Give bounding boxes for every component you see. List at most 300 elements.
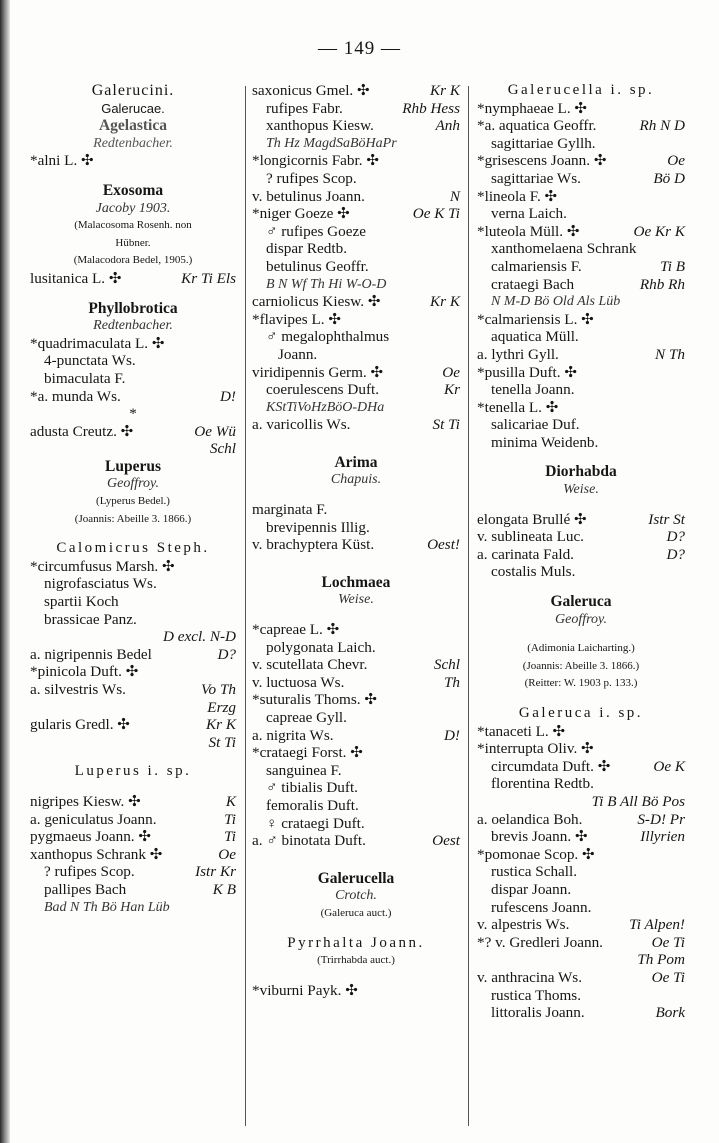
entry-line: [252, 416, 460, 434]
entry-region: Istr St: [648, 510, 685, 528]
entry-text: *? v. Gredleri Joann.: [477, 933, 603, 951]
entry-text: a. oelandica Boh.: [477, 810, 583, 828]
entry-line: [477, 951, 685, 969]
entry-text: circumdata Duft. ✣: [491, 757, 611, 775]
entry-text: xanthopus Kiesw.: [266, 117, 374, 135]
entry-line: [252, 188, 460, 206]
entry-text: Redtenbacher.: [93, 318, 173, 334]
entry-line: [252, 135, 460, 153]
entry-text: Erzg: [207, 698, 236, 716]
entry-line: [477, 240, 685, 258]
column-right: [477, 82, 685, 1022]
spacer: [477, 693, 685, 705]
entry-text: spartii Koch: [44, 593, 119, 611]
entry-region: Th: [443, 673, 460, 691]
entry-text: v. scutellata Chevr.: [252, 656, 368, 674]
entry-text: rustica Thoms.: [491, 986, 581, 1004]
entry-line: [252, 311, 460, 329]
entry-line: [30, 370, 236, 388]
entry-text: 4-punctata Ws.: [44, 352, 136, 370]
entry-region: Oe Ti: [651, 933, 685, 951]
entry-line: [30, 100, 236, 118]
spacer: [477, 451, 685, 463]
entry-line: [30, 511, 236, 529]
entry-text: v. betulinus Joann.: [252, 187, 365, 205]
entry-text: a. nigripennis Bedel: [30, 645, 152, 663]
entry-text: *capreae L. ✣: [252, 621, 340, 639]
column-rule-right: [468, 86, 469, 1126]
entry-text: rufescens Joann.: [491, 898, 592, 916]
entry-text: costalis Muls.: [491, 563, 576, 581]
entry-text: *crataegi Forst. ✣: [252, 744, 363, 762]
entry-line: [30, 863, 236, 881]
entry-region: Rhb Hess: [402, 99, 460, 117]
entry-line: [252, 328, 460, 346]
entry-line: [477, 987, 685, 1005]
spacer: [477, 581, 685, 593]
entry-line: [252, 982, 460, 1000]
entry-region: Oe: [218, 845, 236, 863]
entry-line: [477, 723, 685, 741]
entry-text: nigrofasciatus Ws.: [44, 575, 157, 593]
entry-line: [477, 658, 685, 676]
entry-line: [30, 663, 236, 681]
entry-line: [30, 881, 236, 899]
spacer: [252, 970, 460, 982]
entry-text: sagittariae Ws.: [491, 169, 581, 187]
entry-text: adusta Creutz. ✣: [30, 422, 134, 440]
entry-text: Th Pom: [637, 951, 685, 969]
entry-text: saxonicus Gmel. ✣: [252, 82, 370, 99]
entry-line: [477, 434, 685, 452]
entry-line: [477, 775, 685, 793]
entry-text: a. silvestris Ws.: [30, 681, 126, 698]
entry-text: *luteola Müll. ✣: [477, 222, 580, 240]
page-number: — 149 —: [318, 38, 401, 59]
entry-line: [30, 540, 236, 558]
column-middle: [252, 82, 460, 999]
entry-line: [30, 200, 236, 218]
entry-line: [30, 681, 236, 699]
entry-text: D excl. N-D: [163, 628, 236, 646]
entry-text: *flavipes L. ✣: [252, 310, 342, 328]
entry-line: [477, 1004, 685, 1022]
entry-text: Weise.: [338, 592, 374, 608]
entry-line: [477, 511, 685, 529]
entry-line: [30, 182, 236, 200]
entry-line: [30, 593, 236, 611]
entry-text: nigripes Kiesw. ✣: [30, 792, 141, 810]
entry-text: *pusilla Duft. ✣: [477, 363, 578, 381]
entry-text: a. ♂ binotata Duft.: [252, 832, 366, 850]
entry-line: [252, 258, 460, 276]
entry-text: Calomicrus Steph.: [56, 540, 210, 557]
entry-line: [30, 423, 236, 441]
spacer: [252, 554, 460, 574]
entry-text: Galerucae.: [101, 100, 165, 116]
entry-line: [30, 388, 236, 406]
entry-line: [252, 674, 460, 692]
entry-text: Diorhabda: [545, 463, 617, 481]
entry-line: [477, 969, 685, 987]
entry-region: Rh N D: [639, 117, 685, 135]
entry-line: [252, 501, 460, 519]
entry-line: [252, 223, 460, 241]
entry-text: florentina Redtb.: [491, 775, 594, 793]
entry-line: [252, 170, 460, 188]
entry-region: Oe: [667, 152, 685, 170]
entry-text: *alni L. ✣: [30, 152, 94, 170]
entry-text: marginata F.: [252, 501, 328, 519]
entry-text: ? rufipes Scop.: [266, 169, 357, 187]
entry-text: *suturalis Thoms. ✣: [252, 691, 378, 709]
entry-line: [477, 381, 685, 399]
entry-line: [477, 416, 685, 434]
entry-region: D?: [217, 645, 236, 663]
entry-region: K B: [212, 880, 236, 898]
entry-line: [30, 793, 236, 811]
entry-text: Pyrrhalta Joann.: [287, 934, 425, 951]
entry-text: sanguinea F.: [266, 761, 342, 779]
entry-line: [252, 691, 460, 709]
entry-line: [30, 252, 236, 270]
entry-text: xanthopus Schrank ✣: [30, 845, 163, 863]
entry-line: [30, 611, 236, 629]
entry-text: *nymphaeae L. ✣: [477, 99, 588, 117]
entry-text: Ti B All Bö Pos: [591, 792, 685, 810]
entry-text: lusitanica L. ✣: [30, 269, 122, 287]
entry-line: [477, 311, 685, 329]
entry-text: St Ti: [208, 733, 236, 751]
entry-line: [30, 628, 236, 646]
spacer: [30, 751, 236, 763]
entry-line: [252, 293, 460, 311]
entry-line: [252, 779, 460, 797]
entry-text: B N Wf Th Hi W-O-D: [266, 276, 387, 292]
entry-text: ♂ tibialis Duft.: [266, 779, 358, 797]
entry-line: [30, 335, 236, 353]
entry-region: Oe K Ti: [412, 205, 460, 223]
entry-line: [30, 352, 236, 370]
entry-text: Arima: [334, 453, 378, 471]
entry-line: [252, 117, 460, 135]
entry-text: ♂ megalophthalmus: [266, 328, 390, 346]
entry-line: [477, 546, 685, 564]
entry-line: [477, 863, 685, 881]
entry-line: [252, 621, 460, 639]
spacer: [30, 781, 236, 793]
entry-text: viridipennis Germ. ✣: [252, 363, 384, 381]
entry-line: [252, 870, 460, 888]
entry-text: dispar Redtb.: [266, 240, 347, 258]
entry-line: [252, 276, 460, 294]
entry-text: a. varicollis Ws.: [252, 416, 351, 434]
entry-line: [30, 235, 236, 253]
entry-line: [30, 646, 236, 664]
entry-text: calmariensis F.: [491, 257, 582, 275]
entry-line: [252, 744, 460, 762]
spacer: [477, 499, 685, 511]
entry-text: (Joannis: Abeille 3. 1866.): [74, 512, 192, 525]
entry-line: [252, 574, 460, 592]
entry-line: [477, 188, 685, 206]
entry-line: [252, 240, 460, 258]
entry-region: Kr K: [206, 716, 236, 734]
entry-text: bimaculata F.: [44, 369, 126, 387]
entry-line: [252, 887, 460, 905]
entry-text: N M-D Bö Old Als Lüb: [491, 294, 621, 310]
entry-text: Joann.: [278, 345, 318, 363]
entry-text: capreae Gyll.: [266, 709, 347, 726]
entry-line: [252, 639, 460, 657]
entry-line: [252, 656, 460, 674]
entry-region: N Th: [655, 345, 685, 363]
entry-text: (Trirrhabda auct.): [317, 954, 395, 967]
spacer: [30, 528, 236, 540]
scan-edge-shadow: [0, 0, 10, 1143]
entry-text: *longicornis Fabr. ✣: [252, 152, 380, 170]
entry-text: (Malacosoma Rosenh. non: [74, 219, 192, 232]
entry-text: *grisescens Joann. ✣: [477, 152, 607, 170]
entry-text: pygmaeus Joann. ✣: [30, 828, 152, 846]
entry-text: pallipes Bach: [44, 880, 127, 898]
entry-line: [477, 675, 685, 693]
entry-text: xanthomelaena Schrank: [491, 240, 637, 258]
entry-line: [30, 270, 236, 288]
entry-line: [477, 563, 685, 581]
entry-line: [477, 399, 685, 417]
entry-line: [30, 575, 236, 593]
entry-text: *tenella L. ✣: [477, 398, 559, 416]
entry-text: rufipes Fabr.: [266, 99, 343, 117]
entry-region: Ti: [224, 810, 236, 828]
entry-text: ♂ rufipes Goeze: [266, 222, 366, 240]
entry-line: [30, 763, 236, 781]
entry-region: Bork: [655, 1004, 685, 1022]
entry-line: [252, 709, 460, 727]
entry-text: Luperus i. sp.: [74, 763, 192, 780]
entry-line: [30, 300, 236, 318]
entry-text: coerulescens Duft.: [266, 381, 380, 399]
entry-text: sagittariae Gyllh.: [491, 134, 596, 152]
entry-text: verna Laich.: [491, 205, 567, 223]
entry-text: Chapuis.: [330, 472, 382, 488]
entry-text: Hübner.: [115, 236, 151, 249]
entry-line: [477, 276, 685, 294]
entry-line: [252, 346, 460, 364]
entry-line: [477, 528, 685, 546]
entry-line: [252, 82, 460, 100]
entry-region: Oe Ti: [651, 968, 685, 986]
entry-region: D!: [219, 387, 236, 405]
entry-line: [477, 846, 685, 864]
entry-text: *circumfusus Marsh. ✣: [30, 557, 175, 575]
entry-line: [477, 593, 685, 611]
entry-text: brevipennis Illig.: [266, 518, 370, 536]
entry-text: a. geniculatus Joann.: [30, 810, 157, 828]
entry-text: *lineola F. ✣: [477, 187, 558, 205]
entry-line: [252, 905, 460, 923]
entry-line: [252, 727, 460, 745]
spacer: [252, 609, 460, 621]
entry-line: [477, 223, 685, 241]
entry-text: littoralis Joann.: [491, 1004, 585, 1022]
entry-line: [30, 716, 236, 734]
entry-region: Kr K: [430, 293, 460, 311]
entry-line: [477, 611, 685, 629]
entry-line: [30, 699, 236, 717]
entry-line: [252, 762, 460, 780]
entry-region: Oest: [432, 832, 460, 850]
entry-text: elongata Brullé ✣: [477, 510, 587, 528]
entry-line: [252, 519, 460, 537]
entry-line: [252, 205, 460, 223]
entry-line: [477, 934, 685, 952]
spacer: [252, 850, 460, 870]
entry-line: [252, 591, 460, 609]
entry-text: Weise.: [563, 482, 599, 498]
entry-text: *niger Goeze ✣: [252, 205, 350, 223]
entry-region: Ti B: [660, 257, 685, 275]
entry-text: brevis Joann. ✣: [491, 828, 588, 846]
entry-region: Vo Th: [200, 681, 236, 698]
entry-line: [30, 899, 236, 917]
entry-text: a. nigrita Ws.: [252, 726, 334, 744]
column-left: [30, 82, 236, 916]
entry-line: [477, 100, 685, 118]
entry-line: [477, 364, 685, 382]
entry-line: [30, 405, 236, 423]
entry-region: Oe Wü: [194, 422, 236, 440]
entry-region: Kr: [443, 381, 460, 399]
entry-text: Bad N Th Bö Han Lüb: [44, 899, 170, 915]
entry-text: v. anthracina Ws.: [477, 968, 583, 986]
entry-text: *a. aquatica Geoffr.: [477, 117, 597, 135]
entry-line: [30, 811, 236, 829]
entry-text: crataegi Bach: [491, 275, 575, 293]
entry-line: [30, 152, 236, 170]
entry-region: Ti Alpen!: [629, 916, 685, 934]
entry-text: v. sublineata Luc.: [477, 528, 584, 546]
entry-line: [477, 346, 685, 364]
entry-region: Ti: [224, 828, 236, 846]
entry-line: [252, 815, 460, 833]
entry-line: [30, 493, 236, 511]
entry-text: Galerucella: [317, 869, 395, 887]
entry-region: Istr Kr: [195, 863, 236, 881]
entry-text: dispar Joann.: [491, 880, 572, 898]
entry-region: Oe K: [653, 757, 685, 775]
entry-text: (Lyperus Bedel.): [96, 495, 170, 508]
entry-text: *viburni Payk. ✣: [252, 981, 358, 999]
entry-text: v. luctuosa Ws.: [252, 673, 345, 691]
entry-line: [30, 317, 236, 335]
entry-line: [477, 705, 685, 723]
entry-text: polygonata Laich.: [266, 638, 376, 656]
entry-line: [252, 471, 460, 489]
entry-text: femoralis Duft.: [266, 796, 359, 814]
entry-text: a. lythri Gyll.: [477, 345, 559, 363]
entry-region: Kr Ti Els: [181, 269, 236, 287]
spacer: [252, 434, 460, 454]
entry-line: [30, 558, 236, 576]
entry-text: Jacoby 1903.: [95, 200, 171, 216]
entry-text: (Reitter: W. 1903 p. 133.): [524, 677, 638, 690]
entry-region: Bö D: [653, 169, 685, 187]
entry-text: Galeruca: [550, 593, 612, 611]
entry-text: brassicae Panz.: [44, 610, 137, 628]
spacer: [252, 489, 460, 501]
spacer: [30, 170, 236, 182]
entry-line: [477, 811, 685, 829]
entry-region: D?: [666, 545, 685, 563]
entry-text: Crotch.: [335, 888, 377, 904]
entry-region: St Ti: [432, 416, 460, 434]
entry-line: [252, 152, 460, 170]
column-rule-left: [245, 86, 246, 1126]
entry-text: ♀ crataegi Duft.: [266, 814, 365, 832]
entry-line: [30, 440, 236, 458]
entry-line: [477, 640, 685, 658]
entry-text: tenella Joann.: [491, 381, 575, 399]
spacer: [30, 288, 236, 300]
entry-text: *tanaceti L. ✣: [477, 722, 566, 740]
entry-text: Galeruca i. sp.: [518, 705, 644, 721]
entry-line: [30, 734, 236, 752]
entry-line: [477, 152, 685, 170]
entry-line: [477, 170, 685, 188]
entry-text: betulinus Geoffr.: [266, 257, 369, 275]
entry-line: [30, 135, 236, 153]
entry-text: Th Hz MagdSaBöHaPr: [266, 135, 397, 151]
entry-text: a. carinata Fald.: [477, 545, 574, 563]
entry-text: *pinicola Duft. ✣: [30, 663, 139, 681]
entry-line: [477, 828, 685, 846]
entry-region: D!: [443, 726, 460, 744]
entry-text: ? rufipes Scop.: [44, 863, 135, 881]
entry-text: *calmariensis L. ✣: [477, 310, 594, 328]
entry-text: KStTiVoHzBöO-DHa: [266, 399, 385, 415]
entry-text: carniolicus Kiesw. ✣: [252, 293, 381, 311]
entry-text: Agelastica: [98, 117, 167, 135]
entry-line: [30, 828, 236, 846]
entry-text: (Adimonia Laicharting.): [527, 642, 635, 655]
entry-line: [477, 758, 685, 776]
entry-text: Luperus: [105, 457, 161, 475]
entry-region: Schl: [433, 656, 460, 674]
entry-region: Oe Kr K: [633, 222, 685, 240]
entry-line: [477, 205, 685, 223]
entry-text: Galerucini.: [91, 82, 175, 99]
entry-text: *: [129, 405, 137, 423]
entry-line: [477, 740, 685, 758]
entry-line: [477, 258, 685, 276]
entry-line: [477, 328, 685, 346]
entry-line: [477, 463, 685, 481]
entry-text: Phyllobrotica: [88, 299, 178, 317]
entry-region: Oest!: [427, 536, 460, 554]
spacer: [252, 923, 460, 935]
entry-text: salicariae Duf.: [491, 416, 580, 434]
entry-region: K: [225, 792, 236, 810]
spacer: [477, 628, 685, 640]
entry-text: (Malacodora Bedel, 1905.): [73, 254, 193, 267]
entry-text: v. brachyptera Küst.: [252, 536, 375, 554]
entry-text: Schl: [209, 440, 236, 458]
entry-line: [30, 82, 236, 100]
entry-text: Redtenbacher.: [93, 135, 173, 151]
entry-line: [252, 364, 460, 382]
